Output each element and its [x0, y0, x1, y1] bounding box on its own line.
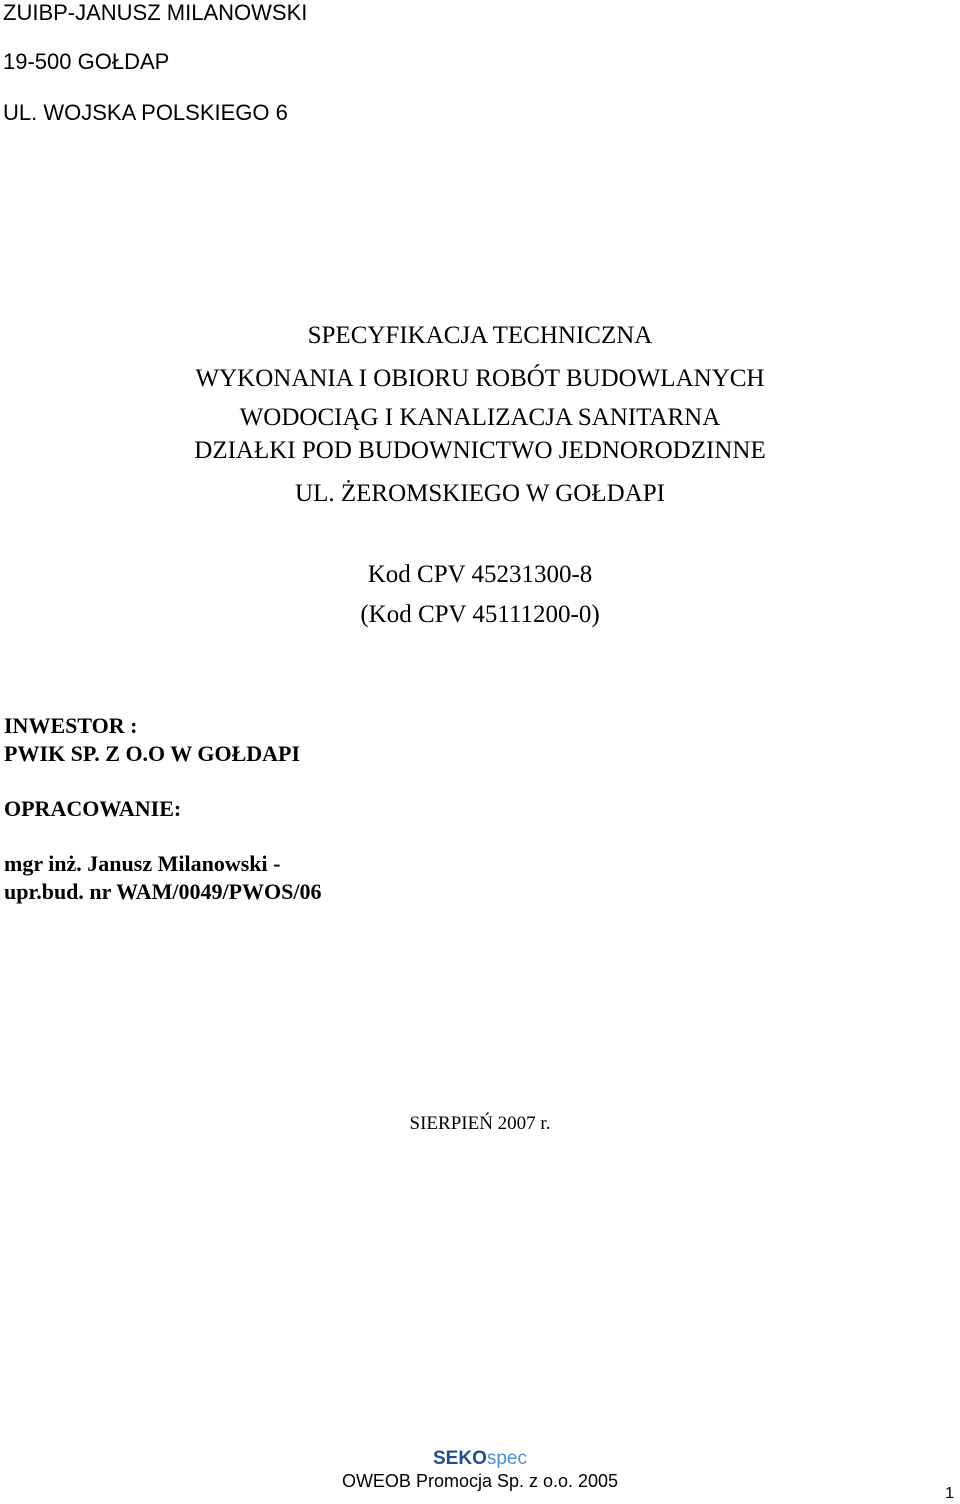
- title-line-1: SPECYFIKACJA TECHNICZNA: [307, 322, 653, 349]
- header-company: ZUIBP-JANUSZ MILANOWSKI: [3, 0, 308, 25]
- footer-brand-light: spec: [486, 1448, 527, 1469]
- title-line-2: WYKONANIA I OBIORU ROBÓT BUDOWLANYCH: [195, 365, 765, 392]
- header-street: UL. WOJSKA POLSKIEGO 6: [3, 100, 288, 125]
- prepared-license: upr.bud. nr WAM/0049/PWOS/06: [4, 879, 322, 904]
- cpv-code-primary: Kod CPV 45231300-8: [367, 561, 593, 588]
- document-date: SIERPIEŃ 2007 r.: [409, 1113, 551, 1134]
- title-line-5: UL. ŻEROMSKIEGO W GOŁDAPI: [295, 480, 665, 507]
- header-postal: 19-500 GOŁDAP: [3, 49, 170, 74]
- footer-company: OWEOB Promocja Sp. z o.o. 2005: [341, 1471, 619, 1491]
- title-line-3: WODOCIĄG I KANALIZACJA SANITARNA: [239, 404, 721, 431]
- footer-brand-bold: SEKO: [433, 1448, 487, 1469]
- investor-name: PWIK SP. Z O.O W GOŁDAPI: [4, 741, 301, 766]
- footer-brand-logo: [0, 1448, 960, 1470]
- prepared-label: OPRACOWANIE:: [4, 796, 182, 821]
- title-line-4: DZIAŁKI POD BUDOWNICTWO JEDNORODZINNE: [194, 437, 766, 464]
- page-number: 1: [945, 1485, 954, 1502]
- investor-label: INWESTOR :: [4, 713, 138, 738]
- cpv-code-secondary: (Kod CPV 45111200-0): [360, 601, 600, 628]
- prepared-author: mgr inż. Janusz Milanowski -: [4, 851, 281, 876]
